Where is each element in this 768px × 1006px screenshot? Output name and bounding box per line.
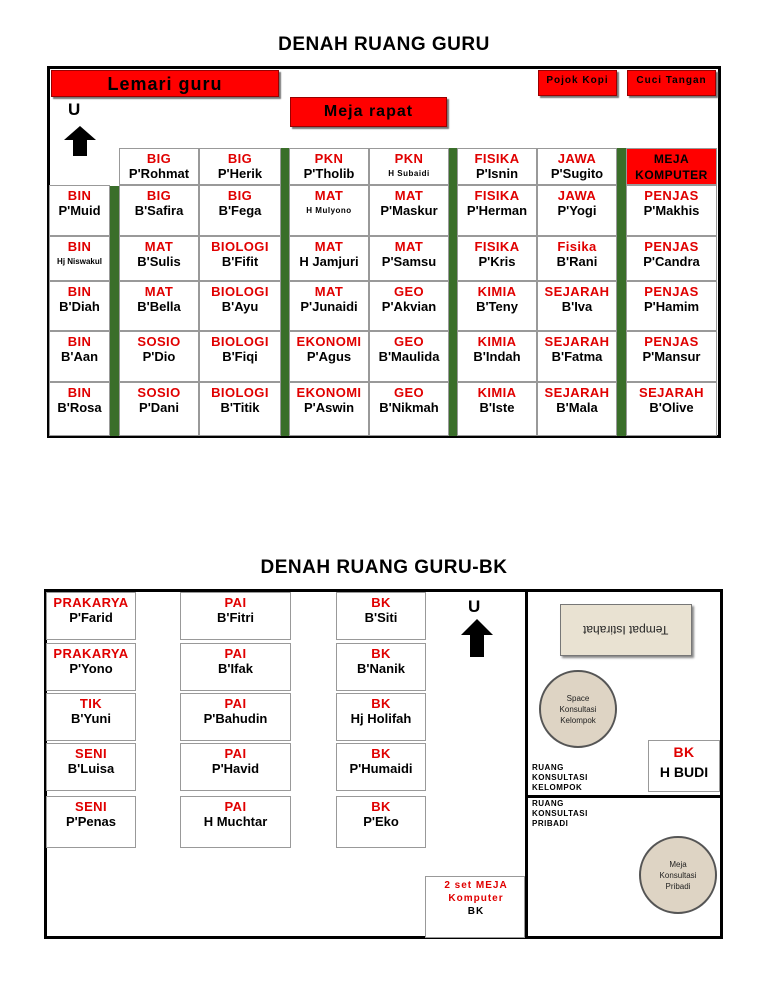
desk-subject: MAT <box>314 188 344 203</box>
desk-name: B'Yuni <box>71 711 111 726</box>
teacher-desk <box>336 743 426 791</box>
desk-name: B'Diah <box>59 299 100 314</box>
desk-name: B'Mala <box>556 400 598 415</box>
teacher-desk <box>369 236 449 281</box>
teacher-desk <box>49 185 110 236</box>
desk-subject: BIOLOGI <box>211 239 269 254</box>
teacher-desk <box>199 281 281 331</box>
desk-name: B'Luisa <box>67 761 115 776</box>
desk-name: P'Makhis <box>643 203 700 218</box>
desk-name: P'Dio <box>142 349 176 364</box>
desk-name: B'Indah <box>473 349 521 364</box>
desk-subject: SEJARAH <box>544 334 610 349</box>
desk-name: B'Maulida <box>378 349 440 364</box>
partition-wall <box>528 795 721 798</box>
aisle <box>617 148 626 436</box>
teacher-desk <box>180 796 291 848</box>
desk-subject: KIMIA <box>477 334 517 349</box>
teacher-desk <box>289 148 369 185</box>
desk-name: H BUDI <box>659 764 709 780</box>
desk-subject: FISIKA <box>474 151 520 166</box>
teacher-desk <box>537 236 617 281</box>
desk-name: B'Bella <box>137 299 181 314</box>
desk-name: B'Safira <box>134 203 184 218</box>
partition-wall <box>525 591 528 937</box>
desk-name: H Subaidi <box>388 169 430 178</box>
teacher-desk <box>46 592 136 640</box>
teacher-desk <box>626 185 717 236</box>
desk-subject: MAT <box>394 239 424 254</box>
desk-name: B'Iste <box>479 400 515 415</box>
meja-konsultasi-pribadi <box>639 836 717 914</box>
aisle <box>110 186 119 436</box>
desk-subject: PENJAS <box>644 334 699 349</box>
desk-name: P'Candra <box>643 254 700 269</box>
teacher-desk <box>199 236 281 281</box>
desk-name: P'Havid <box>211 761 260 776</box>
desk-name: P'Mansur <box>642 349 701 364</box>
teacher-desk <box>289 281 369 331</box>
teacher-desk <box>626 281 717 331</box>
north-arrow-icon <box>64 126 96 156</box>
desk-name: B'Siti <box>364 610 398 625</box>
tempat-istirahat <box>560 604 692 656</box>
north-label: U <box>468 597 481 616</box>
desk-subject: PKN <box>314 151 344 166</box>
desk-name: B'Olive <box>649 400 694 415</box>
desk-name: H Mulyono <box>306 206 352 215</box>
bk-budi-desk <box>648 740 720 792</box>
desk-name: P'Agus <box>306 349 352 364</box>
desk-name: B'Titik <box>220 400 260 415</box>
komputer-line2: Komputer <box>448 893 504 904</box>
desk-name: P'Yono <box>69 661 113 676</box>
teacher-desk <box>626 236 717 281</box>
teacher-desk <box>369 185 449 236</box>
desk-subject: EKONOMI <box>296 385 362 400</box>
desk-subject: BK <box>371 799 391 814</box>
desk-name: P'Junaidi <box>300 299 358 314</box>
ruang-konsultasi-kelompok: RUANG KONSULTASI KELOMPOK <box>532 763 588 792</box>
pojok-kopi: Pojok Kopi <box>538 70 617 96</box>
teacher-desk <box>537 185 617 236</box>
teacher-desk <box>49 281 110 331</box>
teacher-desk <box>119 236 199 281</box>
desk-subject: FISIKA <box>474 239 520 254</box>
desk-subject: BIN <box>67 239 92 254</box>
aisle <box>449 148 457 436</box>
desk-name: P'Aswin <box>303 400 355 415</box>
teacher-desk <box>537 148 617 185</box>
desk-name: H Muchtar <box>203 814 268 829</box>
desk-name: B'Nikmah <box>379 400 439 415</box>
desk-name: B'Nanik <box>357 661 405 676</box>
teacher-desk <box>336 592 426 640</box>
teacher-desk <box>119 185 199 236</box>
teacher-desk <box>199 331 281 382</box>
teacher-desk <box>457 148 537 185</box>
desk-name: P'Humaidi <box>349 761 413 776</box>
desk-subject: KIMIA <box>477 284 517 299</box>
teacher-desk <box>626 382 717 436</box>
desk-subject: PAI <box>224 595 247 610</box>
desk-subject: PAI <box>224 746 247 761</box>
teacher-desk <box>537 382 617 436</box>
desk-subject: PENJAS <box>644 284 699 299</box>
desk-name: B'Aan <box>60 349 99 364</box>
desk-subject: SENI <box>75 799 107 814</box>
desk-subject: SOSIO <box>137 385 181 400</box>
desk-name: P'Samsu <box>381 254 437 269</box>
desk-subject: BIOLOGI <box>211 284 269 299</box>
desk-subject: MAT <box>144 239 174 254</box>
teacher-desk <box>49 382 110 436</box>
teacher-desk <box>369 331 449 382</box>
teacher-desk <box>180 693 291 741</box>
space-konsultasi-label: Space Konsultasi Kelompok <box>559 693 597 725</box>
teacher-desk <box>46 743 136 791</box>
desk-subject: BIN <box>67 334 92 349</box>
teacher-desk <box>289 185 369 236</box>
komputer-label <box>428 879 524 918</box>
teacher-desk <box>180 592 291 640</box>
desk-name: P'Muid <box>58 203 101 218</box>
komputer-line1: 2 set MEJA <box>444 880 508 891</box>
teacher-desk <box>289 331 369 382</box>
teacher-desk <box>336 796 426 848</box>
teacher-desk <box>457 331 537 382</box>
desk-subject: BK <box>673 744 695 760</box>
desk-subject: BIG <box>227 188 253 203</box>
desk-name: P'Farid <box>69 610 113 625</box>
desk-name: P'Kris <box>478 254 516 269</box>
desk-name: B'Fatma <box>551 349 603 364</box>
desk-subject: PRAKARYA <box>53 646 129 661</box>
teacher-desk <box>289 236 369 281</box>
north-label: U <box>68 100 81 119</box>
north-arrow-icon <box>461 619 493 657</box>
desk-subject: SENI <box>75 746 107 761</box>
lemari-guru: Lemari guru <box>51 70 279 97</box>
desk-subject: FISIKA <box>474 188 520 203</box>
teacher-desk <box>199 185 281 236</box>
desk-name: Hj Holifah <box>350 711 412 726</box>
teacher-desk <box>537 281 617 331</box>
desk-subject: MAT <box>314 284 344 299</box>
desk-name: B'Fiqi <box>222 349 258 364</box>
desk-name: P'Penas <box>65 814 117 829</box>
ruang-konsultasi-pribadi: RUANG KONSULTASI PRIBADI <box>532 799 588 828</box>
desk-subject: KIMIA <box>477 385 517 400</box>
desk-subject: SOSIO <box>137 334 181 349</box>
desk-name: P'Rohmat <box>128 166 190 181</box>
teacher-desk <box>46 643 136 691</box>
teacher-desk <box>457 185 537 236</box>
desk-subject: BIG <box>146 188 172 203</box>
desk-name: P'Maskur <box>380 203 438 218</box>
teacher-desk <box>369 148 449 185</box>
teacher-desk <box>46 693 136 741</box>
meja-komputer: MEJA KOMPUTER <box>626 148 717 185</box>
cuci-tangan: Cuci Tangan <box>627 70 716 96</box>
desk-name: P'Akvian <box>381 299 437 314</box>
desk-subject: BIN <box>67 385 92 400</box>
desk-subject: PAI <box>224 646 247 661</box>
teacher-desk <box>49 236 110 281</box>
teacher-desk <box>180 743 291 791</box>
desk-subject: JAWA <box>557 188 597 203</box>
teacher-desk <box>626 331 717 382</box>
desk-subject: PENJAS <box>644 188 699 203</box>
teacher-desk <box>49 331 110 382</box>
desk-subject: TIK <box>79 696 103 711</box>
desk-subject: BIOLOGI <box>211 385 269 400</box>
teacher-desk <box>336 693 426 741</box>
desk-name: B'Teny <box>476 299 518 314</box>
teacher-desk <box>199 382 281 436</box>
desk-subject: MAT <box>394 188 424 203</box>
desk-subject: PRAKARYA <box>53 595 129 610</box>
plan1-title: DENAH RUANG GURU <box>278 34 490 55</box>
desk-name: H Jamjuri <box>299 254 359 269</box>
desk-name: P'Herik <box>217 166 263 181</box>
meja-rapat: Meja rapat <box>290 97 447 127</box>
desk-name: B'Fitri <box>216 610 255 625</box>
teacher-desk <box>199 148 281 185</box>
space-konsultasi-kelompok <box>539 670 617 748</box>
desk-subject: EKONOMI <box>296 334 362 349</box>
teacher-desk <box>119 382 199 436</box>
desk-name: B'Sulis <box>137 254 181 269</box>
desk-subject: SEJARAH <box>544 385 610 400</box>
desk-name: P'Sugito <box>550 166 604 181</box>
desk-subject: BIG <box>227 151 253 166</box>
desk-subject: BIG <box>146 151 172 166</box>
desk-name: B'Fifit <box>221 254 259 269</box>
teacher-desk <box>369 281 449 331</box>
teacher-desk <box>336 643 426 691</box>
teacher-desk <box>119 148 199 185</box>
desk-subject: PAI <box>224 696 247 711</box>
desk-subject: MAT <box>314 239 344 254</box>
teacher-desk <box>289 382 369 436</box>
tempat-istirahat-label: Tempat Istirahat <box>583 623 669 637</box>
desk-name: B'Rani <box>556 254 598 269</box>
desk-name: B'Ayu <box>221 299 259 314</box>
desk-name: B'Ifak <box>218 661 253 676</box>
teacher-desk <box>457 281 537 331</box>
desk-subject: PAI <box>224 799 247 814</box>
meja-konsultasi-label: Meja Konsultasi Pribadi <box>659 859 697 891</box>
teacher-desk <box>119 331 199 382</box>
teacher-desk <box>537 331 617 382</box>
teacher-desk <box>457 382 537 436</box>
desk-name: P'Tholib <box>303 166 355 181</box>
desk-name: Hj Niswakul <box>57 257 102 266</box>
desk-subject: GEO <box>393 385 425 400</box>
desk-subject: GEO <box>393 334 425 349</box>
desk-name: P'Yogi <box>557 203 597 218</box>
teacher-desk <box>457 236 537 281</box>
desk-name: P'Herman <box>466 203 528 218</box>
desk-name: P'Isnin <box>475 166 519 181</box>
desk-subject: SEJARAH <box>544 284 610 299</box>
desk-subject: BK <box>371 746 391 761</box>
teacher-desk <box>180 643 291 691</box>
desk-subject: BK <box>371 595 391 610</box>
aisle <box>281 148 289 436</box>
desk-subject: JAWA <box>557 151 597 166</box>
desk-subject: PKN <box>394 151 424 166</box>
desk-subject: BK <box>371 696 391 711</box>
desk-subject: Fisika <box>557 239 597 254</box>
teacher-desk <box>46 796 136 848</box>
teacher-desk <box>369 382 449 436</box>
desk-name: P'Dani <box>139 400 179 415</box>
teacher-desk <box>119 281 199 331</box>
desk-subject: GEO <box>393 284 425 299</box>
desk-subject: BK <box>371 646 391 661</box>
plan2-title: DENAH RUANG GURU-BK <box>260 557 508 578</box>
desk-subject: SEJARAH <box>639 385 704 400</box>
komputer-line3: BK <box>467 906 485 917</box>
desk-name: B'Rosa <box>57 400 102 415</box>
desk-name: P'Eko <box>363 814 399 829</box>
desk-name: P'Bahudin <box>203 711 268 726</box>
desk-name: B'Fega <box>218 203 262 218</box>
desk-name: B'Iva <box>561 299 593 314</box>
desk-subject: BIN <box>67 284 92 299</box>
desk-subject: BIOLOGI <box>211 334 269 349</box>
desk-subject: PENJAS <box>644 239 699 254</box>
desk-name: P'Hamim <box>643 299 700 314</box>
desk-subject: MAT <box>144 284 174 299</box>
desk-subject: BIN <box>67 188 92 203</box>
